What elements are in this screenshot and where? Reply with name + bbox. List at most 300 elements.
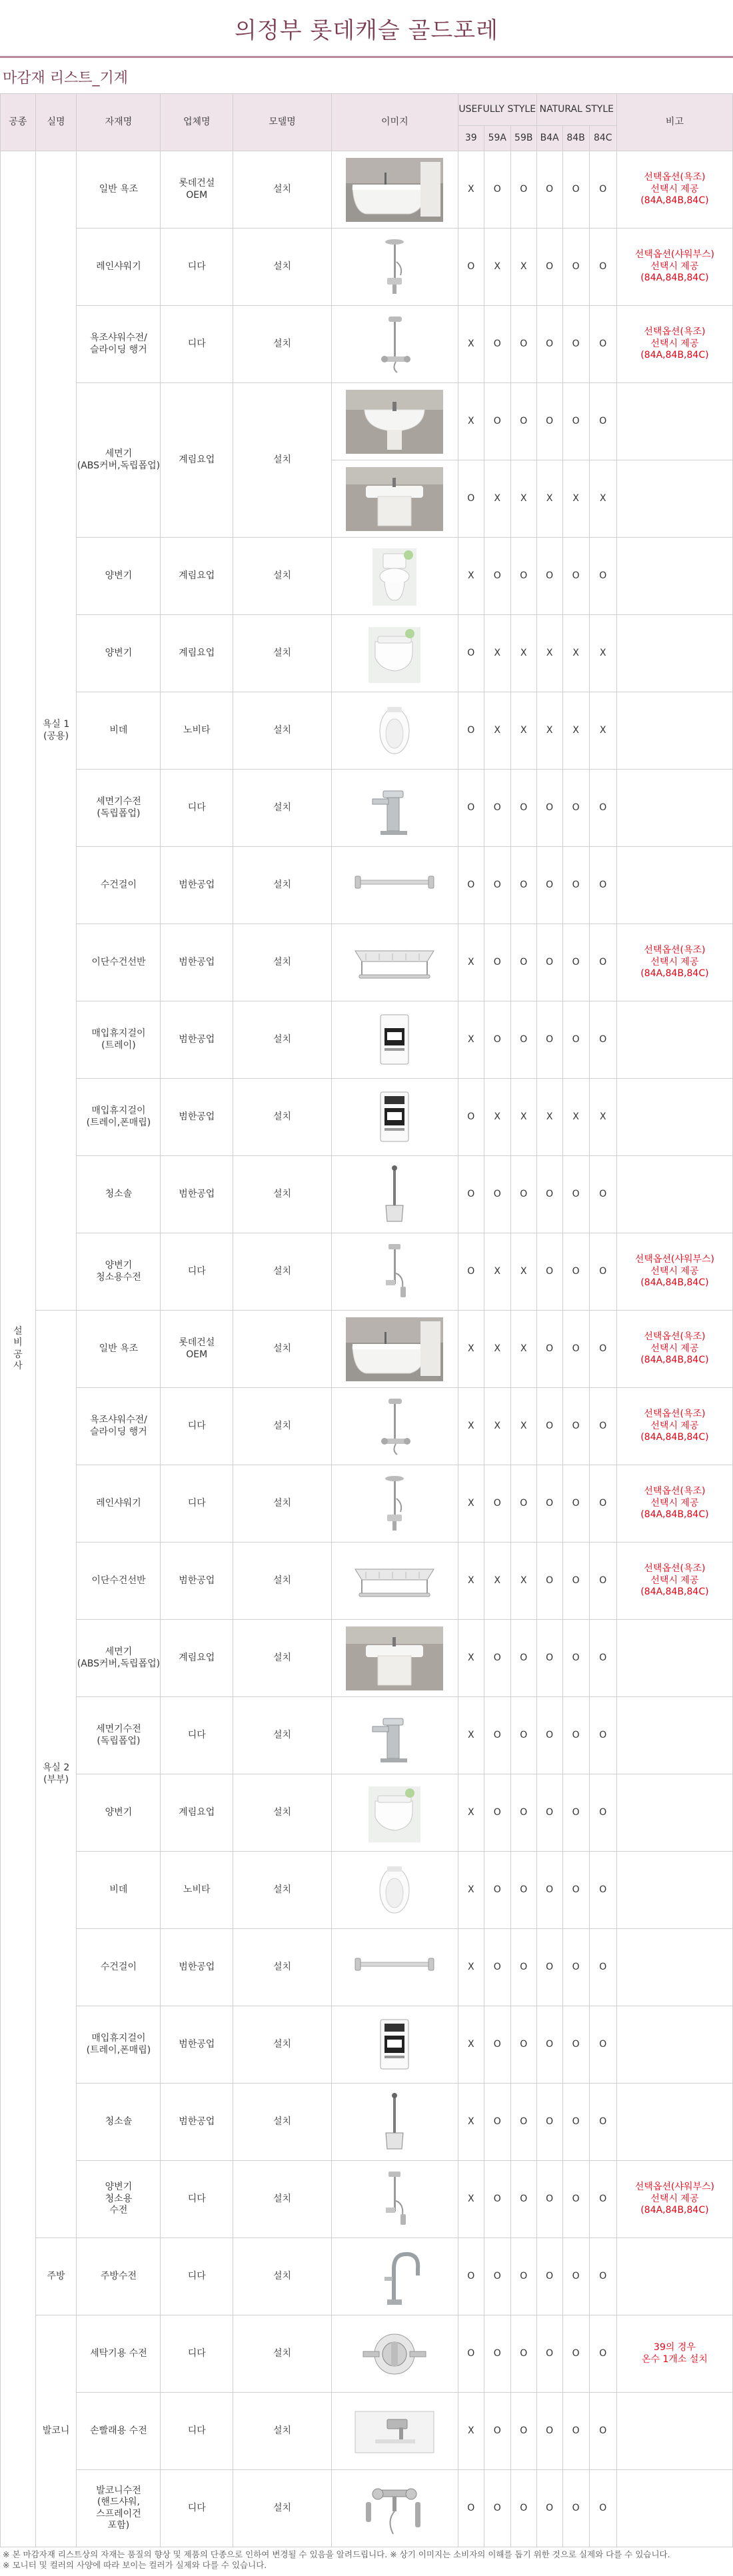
- material-model: 설치: [233, 2393, 332, 2470]
- header-type-84c: 84C: [589, 126, 616, 151]
- image-cell: [331, 2393, 458, 2470]
- availability-mark: O: [510, 2393, 536, 2470]
- header-note: 비고: [616, 94, 732, 151]
- availability-mark: O: [536, 2315, 562, 2393]
- note-cell: [616, 847, 732, 924]
- availability-mark: X: [510, 1388, 536, 1465]
- image-cell: [331, 1543, 458, 1620]
- availability-mark: O: [510, 924, 536, 1001]
- availability-mark: O: [458, 229, 484, 306]
- availability-mark: O: [510, 1697, 536, 1774]
- footer-notes: [3, 2549, 670, 2571]
- material-name: 매입휴지걸이 (트레이,폰매립): [77, 1079, 161, 1156]
- availability-mark: O: [562, 2470, 589, 2547]
- room-cell-bath2: 욕실 2 (부부): [35, 1311, 77, 2238]
- availability-mark: O: [562, 151, 589, 229]
- paper-holder-phone-icon: [346, 1085, 443, 1149]
- availability-mark: O: [510, 2315, 536, 2393]
- towel-shelf-icon: [346, 1549, 443, 1613]
- availability-mark: O: [458, 2315, 484, 2393]
- availability-mark: O: [536, 2084, 562, 2161]
- availability-mark: X: [484, 1388, 510, 1465]
- availability-mark: X: [458, 306, 484, 383]
- availability-mark: X: [458, 1001, 484, 1079]
- availability-mark: O: [562, 1620, 589, 1697]
- availability-mark: X: [458, 1697, 484, 1774]
- availability-mark: O: [458, 692, 484, 770]
- bathtub-photo: [346, 158, 443, 222]
- availability-mark: O: [589, 1774, 616, 1852]
- availability-mark: O: [484, 2084, 510, 2161]
- table-row: [1, 229, 733, 306]
- material-maker: 디다: [161, 770, 233, 847]
- materials-table: [0, 93, 733, 2547]
- availability-mark: O: [536, 306, 562, 383]
- table-row: [1, 2393, 733, 2470]
- shower-faucet-icon: [346, 1395, 443, 1459]
- washer-valve-icon: [346, 2322, 443, 2386]
- availability-mark: O: [510, 1929, 536, 2006]
- availability-mark: O: [562, 1774, 589, 1852]
- material-maker: 범한공업: [161, 1543, 233, 1620]
- availability-mark: O: [589, 2470, 616, 2547]
- availability-mark: O: [562, 1156, 589, 1233]
- availability-mark: O: [562, 1001, 589, 1079]
- availability-mark: O: [536, 1233, 562, 1311]
- material-maker: 범한공업: [161, 2006, 233, 2084]
- availability-mark: X: [589, 1079, 616, 1156]
- material-name: 양변기: [77, 538, 161, 615]
- image-cell: [331, 924, 458, 1001]
- image-cell: [331, 2161, 458, 2238]
- availability-mark: X: [484, 1233, 510, 1311]
- availability-mark: O: [536, 2470, 562, 2547]
- availability-mark: O: [510, 2161, 536, 2238]
- availability-mark: O: [562, 1311, 589, 1388]
- availability-mark: O: [458, 2470, 484, 2547]
- header-type-b4a: B4A: [536, 126, 562, 151]
- availability-mark: O: [562, 229, 589, 306]
- availability-mark: X: [458, 1620, 484, 1697]
- availability-mark: O: [510, 1620, 536, 1697]
- material-model: 설치: [233, 2084, 332, 2161]
- header-type-84b: 84B: [562, 126, 589, 151]
- material-maker: 범한공업: [161, 2084, 233, 2161]
- table-row: [1, 1465, 733, 1543]
- header-image: 이미지: [331, 94, 458, 151]
- availability-mark: O: [562, 1929, 589, 2006]
- towel-bar-icon: [346, 1936, 443, 2000]
- availability-mark: O: [589, 1929, 616, 2006]
- note-cell: 선택옵션(욕조) 선택시 제공 (84A,84B,84C): [616, 1311, 732, 1388]
- table-row: [1, 1774, 733, 1852]
- material-model: 설치: [233, 847, 332, 924]
- material-model: 설치: [233, 924, 332, 1001]
- availability-mark: X: [589, 692, 616, 770]
- availability-mark: O: [562, 2006, 589, 2084]
- material-name: 매입휴지걸이 (트레이): [77, 1001, 161, 1079]
- material-model: 설치: [233, 1620, 332, 1697]
- availability-mark: X: [458, 151, 484, 229]
- towel-shelf-icon: [346, 931, 443, 995]
- availability-mark: O: [589, 1543, 616, 1620]
- image-cell: [331, 692, 458, 770]
- availability-mark: X: [510, 692, 536, 770]
- bidet-sprayer-icon: [346, 2168, 443, 2232]
- availability-mark: X: [458, 1543, 484, 1620]
- note-cell: [616, 692, 732, 770]
- availability-mark: O: [589, 151, 616, 229]
- bidet-sprayer-icon: [346, 1240, 443, 1304]
- material-maker: 롯데건설 OEM: [161, 151, 233, 229]
- availability-mark: X: [458, 2393, 484, 2470]
- availability-mark: O: [536, 1620, 562, 1697]
- note-cell: [616, 538, 732, 615]
- availability-mark: X: [458, 924, 484, 1001]
- material-model: 설치: [233, 229, 332, 306]
- material-model: 설치: [233, 1233, 332, 1311]
- bidet-seat-icon: [346, 699, 443, 763]
- note-cell: [616, 770, 732, 847]
- availability-mark: O: [562, 2161, 589, 2238]
- material-name: 세면기 (ABS커버,독립폽업): [77, 383, 161, 538]
- availability-mark: O: [510, 2238, 536, 2315]
- availability-mark: O: [484, 2393, 510, 2470]
- availability-mark: O: [510, 151, 536, 229]
- material-model: 설치: [233, 1001, 332, 1079]
- availability-mark: O: [458, 847, 484, 924]
- header-usefully-style: USEFULLY STYLE: [458, 94, 536, 126]
- availability-mark: X: [458, 2084, 484, 2161]
- availability-mark: O: [536, 2006, 562, 2084]
- table-row: [1, 1388, 733, 1465]
- image-cell: [331, 1697, 458, 1774]
- availability-mark: O: [484, 1697, 510, 1774]
- table-row: [1, 1852, 733, 1929]
- material-name: 수건걸이: [77, 847, 161, 924]
- table-row: [1, 1311, 733, 1388]
- image-cell: [331, 1620, 458, 1697]
- availability-mark: X: [510, 615, 536, 692]
- material-name: 양변기: [77, 1774, 161, 1852]
- note-cell: 39의 경우 온수 1개소 설치: [616, 2315, 732, 2393]
- availability-mark: O: [510, 1156, 536, 1233]
- title-area: [0, 0, 733, 56]
- toilet-wall-icon: [346, 1781, 443, 1845]
- image-cell: [331, 2470, 458, 2547]
- availability-mark: X: [458, 2006, 484, 2084]
- table-row: [1, 1543, 733, 1620]
- note-cell: [616, 383, 732, 460]
- material-maker: 디다: [161, 2393, 233, 2470]
- note-cell: 선택옵션(욕조) 선택시 제공 (84A,84B,84C): [616, 1388, 732, 1465]
- material-maker: 롯데건설 OEM: [161, 1311, 233, 1388]
- material-model: 설치: [233, 1697, 332, 1774]
- shower-faucet-icon: [346, 313, 443, 376]
- availability-mark: O: [510, 538, 536, 615]
- availability-mark: O: [562, 2315, 589, 2393]
- availability-mark: X: [458, 538, 484, 615]
- availability-mark: O: [484, 847, 510, 924]
- image-cell: [331, 1465, 458, 1543]
- note-cell: [616, 1929, 732, 2006]
- material-name: 레인샤워기: [77, 229, 161, 306]
- material-maker: 범한공업: [161, 1929, 233, 2006]
- table-row: [1, 2315, 733, 2393]
- availability-mark: O: [589, 1233, 616, 1311]
- image-cell: [331, 1233, 458, 1311]
- table-row: [1, 2084, 733, 2161]
- availability-mark: X: [562, 1079, 589, 1156]
- availability-mark: O: [562, 1388, 589, 1465]
- availability-mark: O: [562, 1697, 589, 1774]
- material-maker: 디다: [161, 306, 233, 383]
- availability-mark: O: [589, 1620, 616, 1697]
- availability-mark: O: [510, 847, 536, 924]
- availability-mark: O: [536, 770, 562, 847]
- material-maker: 범한공업: [161, 1001, 233, 1079]
- availability-mark: O: [536, 1774, 562, 1852]
- image-cell: [331, 1852, 458, 1929]
- material-maker: 범한공업: [161, 1156, 233, 1233]
- availability-mark: O: [510, 383, 536, 460]
- material-maker: 디다: [161, 1388, 233, 1465]
- material-maker: 디다: [161, 2161, 233, 2238]
- availability-mark: O: [536, 1852, 562, 1929]
- availability-mark: X: [510, 460, 536, 538]
- availability-mark: X: [484, 229, 510, 306]
- availability-mark: O: [536, 1156, 562, 1233]
- image-cell: [331, 151, 458, 229]
- material-maker: 계림요업: [161, 383, 233, 538]
- material-model: 설치: [233, 538, 332, 615]
- availability-mark: O: [589, 1001, 616, 1079]
- availability-mark: O: [510, 2084, 536, 2161]
- availability-mark: O: [458, 2238, 484, 2315]
- image-cell: [331, 306, 458, 383]
- table-row: [1, 1233, 733, 1311]
- material-name: 욕조샤워수전/ 슬라이딩 행거: [77, 306, 161, 383]
- room-cell-bath1: 욕실 1 (공용): [35, 151, 77, 1311]
- availability-mark: O: [562, 1852, 589, 1929]
- availability-mark: O: [562, 770, 589, 847]
- availability-mark: O: [536, 1001, 562, 1079]
- availability-mark: O: [589, 306, 616, 383]
- material-name: 양변기 청소용수전: [77, 1233, 161, 1311]
- material-model: 설치: [233, 2006, 332, 2084]
- material-model: 설치: [233, 2238, 332, 2315]
- material-name: 주방수전: [77, 2238, 161, 2315]
- table-row: [1, 924, 733, 1001]
- note-cell: [616, 2006, 732, 2084]
- availability-mark: O: [484, 1929, 510, 2006]
- basin-faucet-icon: [346, 776, 443, 840]
- material-maker: 디다: [161, 1697, 233, 1774]
- availability-mark: O: [510, 1852, 536, 1929]
- availability-mark: O: [536, 2393, 562, 2470]
- material-maker: 계림요업: [161, 1620, 233, 1697]
- availability-mark: X: [484, 615, 510, 692]
- room-cell-kitchen: 주방: [35, 2238, 77, 2315]
- availability-mark: X: [589, 460, 616, 538]
- availability-mark: O: [536, 1465, 562, 1543]
- availability-mark: O: [484, 770, 510, 847]
- note-cell: 선택옵션(샤워부스) 선택시 제공 (84A,84B,84C): [616, 1233, 732, 1311]
- availability-mark: X: [510, 1311, 536, 1388]
- material-model: 설치: [233, 306, 332, 383]
- availability-mark: O: [484, 1774, 510, 1852]
- image-cell: [331, 1929, 458, 2006]
- toilet-brush-icon: [346, 2090, 443, 2154]
- availability-mark: O: [562, 306, 589, 383]
- image-cell: [331, 1001, 458, 1079]
- image-cell: [331, 383, 458, 460]
- material-model: 설치: [233, 1465, 332, 1543]
- washbasin-cabinet-photo: [346, 1626, 443, 1690]
- availability-mark: O: [484, 538, 510, 615]
- header-room: 실명: [35, 94, 77, 151]
- availability-mark: O: [510, 1465, 536, 1543]
- material-model: 설치: [233, 1929, 332, 2006]
- availability-mark: O: [510, 1001, 536, 1079]
- rain-shower-icon: [346, 1472, 443, 1536]
- material-model: 설치: [233, 383, 332, 538]
- availability-mark: O: [536, 1311, 562, 1388]
- material-name: 비데: [77, 692, 161, 770]
- image-cell: [331, 1311, 458, 1388]
- image-cell: [331, 1388, 458, 1465]
- wall-faucet-icon: [346, 2399, 443, 2463]
- availability-mark: O: [589, 2393, 616, 2470]
- availability-mark: O: [536, 2161, 562, 2238]
- note-cell: [616, 460, 732, 538]
- material-model: 설치: [233, 1156, 332, 1233]
- material-name: 수건걸이: [77, 1929, 161, 2006]
- availability-mark: O: [562, 383, 589, 460]
- note-cell: 선택옵션(욕조) 선택시 제공 (84A,84B,84C): [616, 306, 732, 383]
- availability-mark: O: [536, 1697, 562, 1774]
- image-cell: [331, 2238, 458, 2315]
- header-type-59a: 59A: [484, 126, 510, 151]
- availability-mark: X: [458, 1311, 484, 1388]
- availability-mark: O: [484, 1156, 510, 1233]
- material-name: 세면기수전 (독립폽업): [77, 1697, 161, 1774]
- availability-mark: O: [589, 1311, 616, 1388]
- bathtub-photo: [346, 1317, 443, 1381]
- material-maker: 노비타: [161, 692, 233, 770]
- availability-mark: O: [536, 383, 562, 460]
- material-maker: 범한공업: [161, 1079, 233, 1156]
- table-row: [1, 151, 733, 229]
- availability-mark: X: [458, 1852, 484, 1929]
- table-row: [1, 383, 733, 460]
- table-row: [1, 770, 733, 847]
- availability-mark: O: [484, 1001, 510, 1079]
- table-row: [1, 2470, 733, 2547]
- note-cell: 선택옵션(욕조) 선택시 제공 (84A,84B,84C): [616, 1465, 732, 1543]
- availability-mark: O: [589, 2006, 616, 2084]
- availability-mark: O: [562, 2084, 589, 2161]
- availability-mark: X: [458, 2161, 484, 2238]
- washbasin-cabinet-photo: [346, 467, 443, 531]
- material-model: 설치: [233, 615, 332, 692]
- material-model: 설치: [233, 1543, 332, 1620]
- note-cell: [616, 1001, 732, 1079]
- availability-mark: O: [458, 1079, 484, 1156]
- availability-mark: X: [562, 692, 589, 770]
- table-row: [1, 2238, 733, 2315]
- material-maker: 범한공업: [161, 847, 233, 924]
- bidet-seat-icon: [346, 1858, 443, 1922]
- paper-holder-phone-icon: [346, 2013, 443, 2077]
- availability-mark: O: [536, 924, 562, 1001]
- availability-mark: X: [510, 1079, 536, 1156]
- material-name: 욕조샤워수전/ 슬라이딩 행거: [77, 1388, 161, 1465]
- availability-mark: X: [510, 1543, 536, 1620]
- note-cell: 선택옵션(욕조) 선택시 제공 (84A,84B,84C): [616, 1543, 732, 1620]
- availability-mark: X: [536, 1079, 562, 1156]
- material-name: 양변기 청소용 수전: [77, 2161, 161, 2238]
- availability-mark: O: [484, 2238, 510, 2315]
- material-model: 설치: [233, 2470, 332, 2547]
- availability-mark: O: [458, 615, 484, 692]
- material-model: 설치: [233, 1852, 332, 1929]
- availability-mark: O: [510, 770, 536, 847]
- paper-holder-icon: [346, 1008, 443, 1072]
- availability-mark: O: [562, 924, 589, 1001]
- material-name: 세탁기용 수전: [77, 2315, 161, 2393]
- availability-mark: X: [484, 1079, 510, 1156]
- availability-mark: O: [562, 1543, 589, 1620]
- availability-mark: O: [562, 1233, 589, 1311]
- table-row: [1, 847, 733, 924]
- availability-mark: O: [589, 538, 616, 615]
- rain-shower-icon: [346, 235, 443, 299]
- availability-mark: O: [484, 924, 510, 1001]
- availability-mark: X: [458, 1465, 484, 1543]
- material-name: 이단수건선반: [77, 1543, 161, 1620]
- material-name: 청소솔: [77, 2084, 161, 2161]
- note-cell: [616, 2470, 732, 2547]
- section-subtitle: 마감재 리스트_기계: [3, 70, 129, 87]
- material-name: 매입휴지걸이 (트레이,폰매립): [77, 2006, 161, 2084]
- availability-mark: O: [536, 151, 562, 229]
- availability-mark: X: [562, 615, 589, 692]
- footer-note-1: ※ 본 마감자재 리스트상의 자재는 품질의 향상 및 제품의 단종으로 인하여 변경될 수 있음을 알려드립니다. ※ 상기 이미지는 소비자의 이해를 돕기 위한 것으로 실제와 다를 수 있습니다.: [3, 2549, 670, 2559]
- image-cell: [331, 460, 458, 538]
- material-name: 이단수건선반: [77, 924, 161, 1001]
- availability-mark: O: [484, 2470, 510, 2547]
- material-model: 설치: [233, 2315, 332, 2393]
- material-maker: 계림요업: [161, 615, 233, 692]
- towel-bar-icon: [346, 854, 443, 918]
- toilet-icon: [346, 544, 443, 608]
- material-maker: 디다: [161, 229, 233, 306]
- availability-mark: O: [458, 460, 484, 538]
- availability-mark: O: [458, 1156, 484, 1233]
- table-row: [1, 306, 733, 383]
- basin-faucet-icon: [346, 1704, 443, 1768]
- material-name: 세면기수전 (독립폽업): [77, 770, 161, 847]
- availability-mark: X: [484, 692, 510, 770]
- table-row: [1, 1929, 733, 2006]
- table-row: [1, 1079, 733, 1156]
- availability-mark: O: [484, 383, 510, 460]
- image-cell: [331, 1774, 458, 1852]
- note-cell: [616, 615, 732, 692]
- availability-mark: O: [484, 1465, 510, 1543]
- availability-mark: O: [484, 151, 510, 229]
